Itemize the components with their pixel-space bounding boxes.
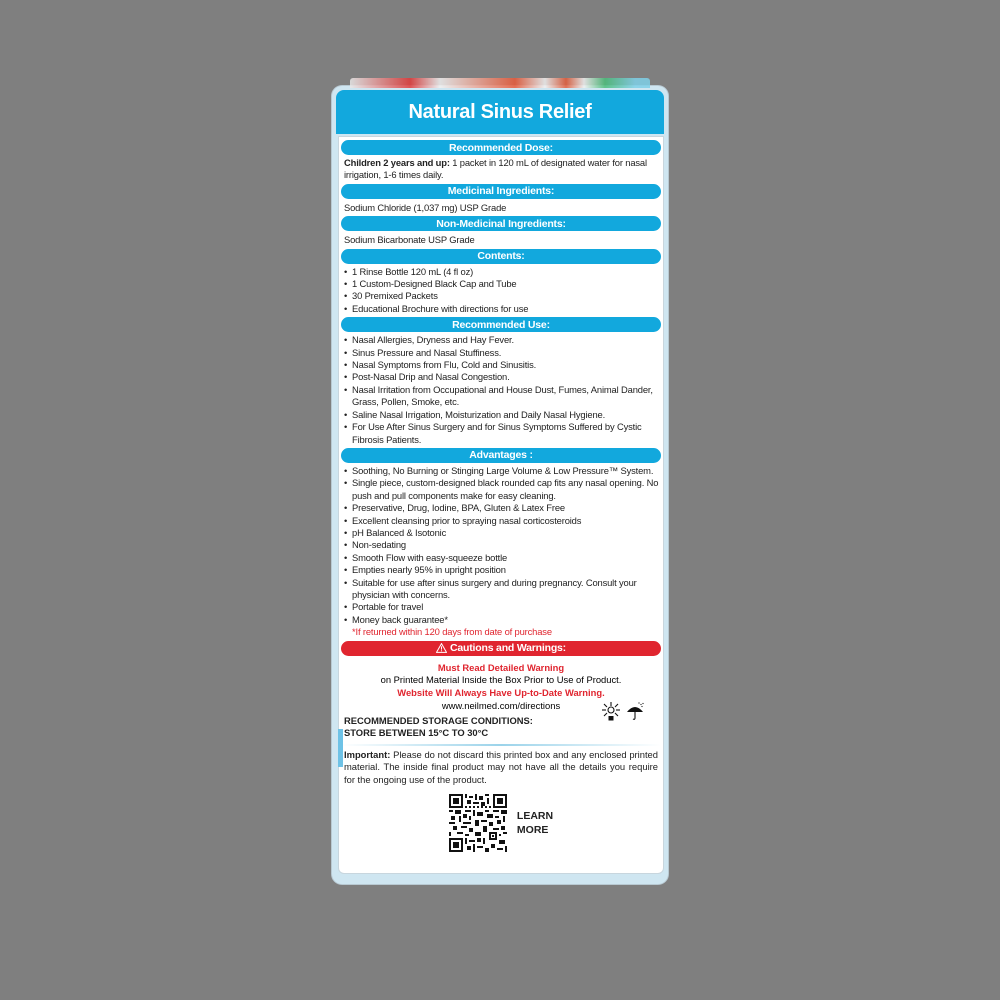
contents-item: • 1 Custom-Designed Black Cap and Tube	[344, 278, 659, 290]
contents-section	[339, 264, 663, 318]
panel-title: Natural Sinus Relief	[336, 90, 664, 134]
directions-url[interactable]: www.neilmed.com/directions	[441, 699, 561, 711]
warning-line-1: Must Read Detailed Warning	[437, 661, 565, 673]
learn-more-line-1: LEARN	[516, 810, 554, 822]
advantage-item: • Suitable for use after sinus surgery and during pregnancy. Consult your physician with concerns.	[344, 577, 659, 602]
contents-item: • 1 Rinse Bottle 120 mL (4 fl oz)	[344, 266, 659, 278]
use-item: • Nasal Symptoms from Flu, Cold and Sinusitis.	[344, 359, 659, 371]
use-item: • Post-Nasal Drip and Nasal Congestion.	[344, 371, 659, 383]
use-item: • Sinus Pressure and Nasal Stuffiness.	[344, 347, 659, 359]
section-heading-recommended-use: Recommended Use:	[341, 317, 661, 332]
warning-line-2: on Printed Material Inside the Box Prior to Use of Product.	[380, 674, 622, 686]
medicinal-text: Sodium Chloride (1,037 mg) USP Grade	[344, 201, 507, 213]
storage-conditions	[339, 715, 663, 742]
contents-item: • 30 Premixed Packets	[344, 290, 659, 302]
storage-line-1: RECOMMENDED STORAGE CONDITIONS:	[344, 714, 533, 726]
dose-text	[339, 155, 663, 184]
use-item: • Saline Nasal Irrigation, Moisturization and Daily Nasal Hygiene.	[344, 409, 659, 421]
contents-item: • Educational Brochure with directions for use	[344, 303, 659, 315]
section-divider	[341, 744, 661, 746]
advantage-item: • Empties nearly 95% in upright position	[344, 564, 659, 576]
important-text: Please do not discard this printed box and any enclosed printed material. The inside final product may not have all the details you require for the ongoing use of the product.	[344, 748, 658, 785]
section-heading-contents: Contents:	[341, 249, 661, 264]
advantages-section	[339, 463, 663, 641]
recommended-use-section	[339, 332, 663, 448]
advantage-item: • Non-sedating	[344, 539, 659, 551]
advantage-item: • Single piece, custom-designed black rounded cap fits any nasal opening. No push and pull components make for easy cleaning.	[344, 477, 659, 502]
keep-dry-umbrella-icon	[625, 701, 645, 724]
box-top-edge-graphic	[350, 78, 650, 88]
advantage-item: • Soothing, No Burning or Stinging Large Volume & Low Pressure™ System.	[344, 465, 659, 477]
guarantee-footnote: *If returned within 120 days from date of purchase	[352, 626, 552, 638]
advantage-item: • Preservative, Drug, Iodine, BPA, Gluten & Latex Free	[344, 502, 659, 514]
cautions-heading-text: Cautions and Warnings:	[450, 642, 566, 655]
section-heading-cautions	[341, 641, 661, 656]
section-heading-dose: Recommended Dose:	[341, 140, 661, 155]
non-medicinal-text: Sodium Bicarbonate USP Grade	[344, 234, 475, 246]
advantage-item: • Portable for travel	[344, 601, 659, 613]
qr-section	[339, 794, 663, 852]
advantage-item: • Money back guarantee*	[344, 614, 659, 626]
qr-code-icon[interactable]	[449, 794, 507, 852]
advantage-item: • Excellent cleansing prior to spraying nasal corticosteroids	[344, 515, 659, 527]
learn-more-label	[517, 809, 553, 837]
important-notice	[339, 749, 663, 786]
use-item: • For Use After Sinus Surgery and for Sinus Symptoms Suffered by Cystic Fibrosis Patients.	[344, 421, 659, 446]
dose-label: Children 2 years and up:	[344, 157, 450, 168]
dose-instructions: 1 packet in 120 mL of designated water for nasal irrigation, 1-6 times daily.	[344, 157, 647, 181]
keep-away-from-sunlight-icon	[601, 701, 621, 724]
section-heading-medicinal: Medicinal Ingredients:	[341, 184, 661, 199]
advantage-item: • Smooth Flow with easy-squeeze bottle	[344, 552, 659, 564]
info-panel	[338, 136, 664, 874]
important-label: Important:	[344, 748, 391, 760]
warning-triangle-icon	[436, 643, 447, 653]
use-item: • Nasal Irritation from Occupational and House Dust, Fumes, Animal Dander, Grass, Pollen, Smoke, etc.	[344, 384, 659, 409]
advantage-item: • pH Balanced & Isotonic	[344, 527, 659, 539]
learn-more-line-2: MORE	[516, 824, 549, 836]
section-heading-non-medicinal: Non-Medicinal Ingredients:	[341, 216, 661, 231]
warning-line-3: Website Will Always Have Up-to-Date Warning.	[397, 687, 605, 699]
product-box-side-panel	[332, 86, 668, 884]
storage-line-2: STORE BETWEEN 15°C TO 30°C	[344, 726, 489, 738]
use-item: • Nasal Allergies, Dryness and Hay Fever.	[344, 334, 659, 346]
section-heading-advantages: Advantages :	[341, 448, 661, 463]
